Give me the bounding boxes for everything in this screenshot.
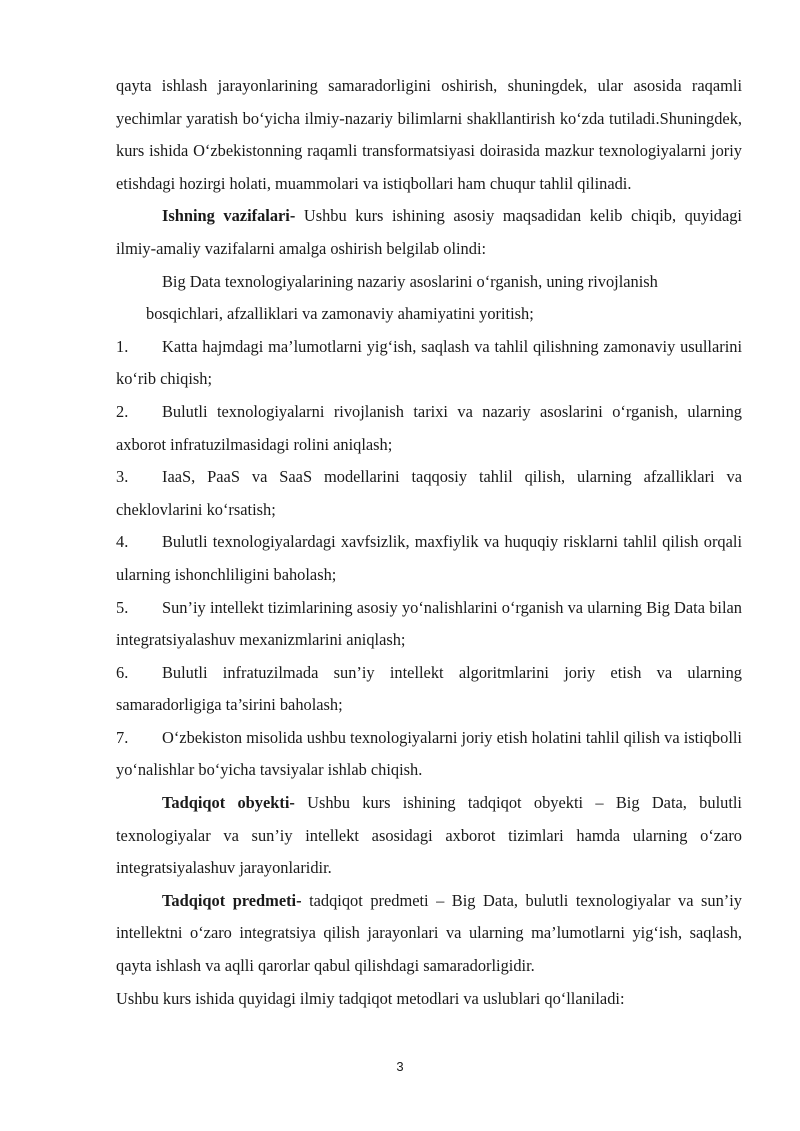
tasks-text: Ushbu kurs ishining asosiy maqsadidan kelib chiqib, quyidagi ilmiy-amaliy vazifalarni amalga oshirish belgilab olindi: (116, 206, 742, 258)
methods-paragraph: Ushbu kurs ishida quyidagi ilmiy tadqiqot metodlari va uslublari qo‘llaniladi: (116, 988, 625, 1008)
list-item-number: 2. (116, 401, 129, 421)
list-item (116, 592, 742, 657)
subject-paragraph (116, 885, 742, 983)
subject-heading: Tadqiqot predmeti- (162, 890, 302, 910)
list-item-text: IaaS, PaaS va SaaS modellarini taqqosiy tahlil qilish, ularning afzalliklari va cheklovlarini ko‘rsatish; (116, 467, 742, 519)
document-page (116, 70, 742, 1015)
object-text: Ushbu kurs ishining tadqiqot obyekti – Big Data, bulutli texnologiyalar va sun’iy intellekt asosidagi axborot tizimlari hamda ularning o‘zaro integratsiyalashuv jarayonlaridir. (116, 793, 742, 878)
list-item-number: 6. (116, 662, 129, 682)
list-item-number: 7. (116, 727, 129, 747)
tasks-list (116, 331, 742, 787)
list-item-number: 4. (116, 532, 129, 552)
bigdata-task-line-1: Big Data texnologiyalarining nazariy asoslarini o‘rganish, uning rivojlanish (162, 271, 658, 291)
list-item (116, 526, 742, 591)
list-item-number: 3. (116, 467, 129, 487)
list-item-text: Bulutli texnologiyalardagi xavfsizlik, maxfiylik va huquqiy risklarni tahlil qilish orqali ularning ishonchliligini baholash; (116, 532, 742, 584)
object-heading: Tadqiqot obyekti- (162, 793, 295, 813)
list-item-text: O‘zbekiston misolida ushbu texnologiyalarni joriy etish holatini tahlil qilish va istiqbolli yo‘nalishlar bo‘yicha tavsiyalar ishlab chiqish. (116, 727, 742, 780)
list-item-text: Katta hajmdagi ma’lumotlarni yig‘ish, saqlash va tahlil qilishning zamonaviy usullarini ko‘rib chiqish; (116, 336, 742, 389)
list-item-number: 1. (116, 336, 129, 356)
list-item (116, 396, 742, 461)
list-item (116, 722, 742, 787)
list-item-text: Bulutli texnologiyalarni rivojlanish tarixi va nazariy asoslarini o‘rganish, ularning axborot infratuzilmasidagi rolini aniqlash; (116, 401, 742, 454)
object-paragraph (116, 787, 742, 885)
list-item (116, 461, 742, 526)
tasks-heading: Ishning vazifalari- (162, 206, 296, 226)
list-item-text: Bulutli infratuzilmada sun’iy intellekt algoritmlarini joriy etish va ularning samaradorligiga ta’sirini baholash; (116, 662, 742, 715)
page-number: 3 (396, 1059, 404, 1074)
subject-text: tadqiqot predmeti – Big Data, bulutli texnologiyalar va sun’iy intellektni o‘zaro integratsiya qilish jarayonlari va ularning ma’lumotlarni yig‘ish, saqlash, qayta ishlash va aqlli qarorlar qabul qilishdagi samaradorligidir. (116, 890, 742, 976)
list-item-text: Sun’iy intellekt tizimlarining asosiy yo‘nalishlarini o‘rganish va ularning Big Data bilan integratsiyalashuv mexanizmlarini aniqlash; (116, 597, 742, 650)
intro-paragraph: qayta ishlash jarayonlarining samaradorligini oshirish, shuningdek, ular asosida raqamli yechimlar yaratish bo‘yicha ilmiy-nazariy bilimlarni shakllantirish ko‘zda tutiladi.Shuningdek, kurs ishida O‘zbekistonning raqamli transformatsiyasi doirasida mazkur texnologiyalarni joriy etishdagi hozirgi holati, muammolari va istiqbollari ham chuqur tahlil qilinadi. (116, 76, 742, 193)
bigdata-task-line-2: bosqichlari, afzalliklari va zamonaviy ahamiyatini yoritish; (146, 304, 534, 324)
list-item-number: 5. (116, 597, 129, 617)
list-item (116, 657, 742, 722)
tasks-paragraph (116, 200, 742, 265)
list-item (116, 331, 742, 396)
